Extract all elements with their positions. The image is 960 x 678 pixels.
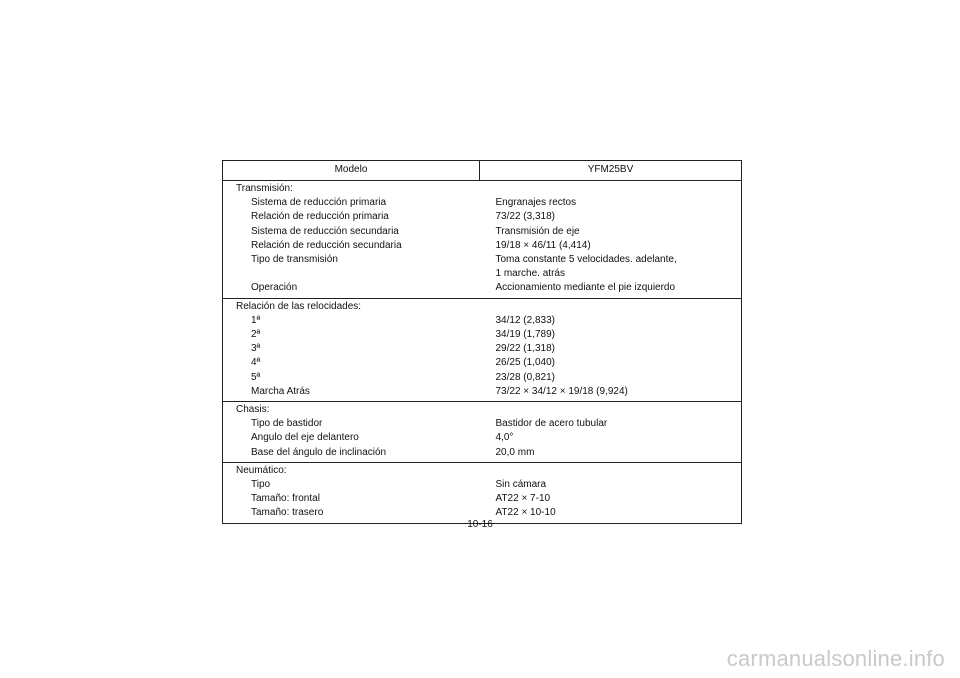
row-value: 20,0 mm (495, 446, 535, 458)
row-label: Relación de reducción primaria (251, 211, 389, 223)
row-value: 73/22 × 34/12 × 19/18 (9,924) (495, 385, 628, 397)
table-row (223, 342, 742, 356)
row-value: AT22 × 7-10 (495, 493, 551, 505)
table-header-row (223, 161, 742, 181)
row-label: Base del ángulo de inclinación (251, 446, 387, 458)
spec-table (222, 160, 742, 524)
table-row (223, 478, 742, 492)
row-label: Angulo del eje delantero (251, 432, 359, 444)
row-value-line2: 1 marche. atrás (495, 268, 565, 280)
row-label: 2ª (251, 329, 261, 341)
row-value: Sin cámara (495, 479, 547, 491)
row-value: Transmisión de eje (495, 225, 580, 237)
row-label: Tipo de bastidor (251, 418, 323, 430)
row-value: AT22 × 10-10 (495, 507, 556, 519)
row-label: Tamaño: frontal (251, 493, 320, 505)
row-value: 23/28 (0,821) (495, 371, 555, 383)
table-row (223, 225, 742, 239)
table-row (223, 492, 742, 506)
row-label: Sistema de reducción primaria (251, 197, 387, 209)
header-model-code: YFM25BV (480, 161, 742, 181)
section-title-neumatico: Neumático: (223, 462, 742, 478)
table-row (223, 314, 742, 328)
section-title-row (223, 402, 742, 418)
row-value: 34/12 (2,833) (495, 314, 555, 326)
row-value: Accionamiento mediante el pie izquierdo (495, 282, 676, 294)
section-title-chasis: Chasis: (223, 402, 742, 418)
row-value (480, 253, 742, 281)
table-row (223, 210, 742, 224)
table-row (223, 385, 742, 402)
row-label: Operación (251, 282, 298, 294)
row-value: 4,0° (495, 432, 514, 444)
section-title-row (223, 462, 742, 478)
row-value: 29/22 (1,318) (495, 343, 555, 355)
row-value-line1: Toma constante 5 velocidades. adelante, (495, 254, 677, 266)
row-label: 3ª (251, 343, 261, 355)
row-label: Tipo de transmisión (251, 254, 338, 266)
row-label: Tamaño: trasero (251, 507, 324, 519)
row-label: 1ª (251, 314, 261, 326)
row-label: Sistema de reducción secundaria (251, 225, 399, 237)
row-value: Engranajes rectos (495, 197, 577, 209)
row-label: Tipo (251, 479, 271, 491)
table-row (223, 431, 742, 445)
row-value: Bastidor de acero tubular (495, 418, 608, 430)
watermark: carmanualsonline.info (726, 646, 945, 671)
table-row (223, 281, 742, 298)
section-title-row (223, 298, 742, 314)
row-label: Marcha Atrás (251, 385, 310, 397)
table-row (223, 356, 742, 370)
table-row (223, 239, 742, 253)
table-row (223, 253, 742, 281)
table-row (223, 328, 742, 342)
table-row (223, 417, 742, 431)
row-value: 19/18 × 46/11 (4,414) (495, 239, 591, 251)
header-model: Modelo (223, 161, 480, 181)
row-label: 4ª (251, 357, 261, 369)
section-title-transmision: Transmisión: (223, 181, 742, 197)
table-row (223, 446, 742, 463)
section-title-row (223, 181, 742, 197)
row-value: 26/25 (1,040) (495, 357, 555, 369)
page-number: 10-16 (467, 519, 493, 530)
row-label: Relación de reducción secundaria (251, 239, 402, 251)
section-title-relaciones: Relación de las relocidades: (223, 298, 742, 314)
table-row (223, 371, 742, 385)
row-value: 34/19 (1,789) (495, 329, 555, 341)
row-value: 73/22 (3,318) (495, 211, 555, 223)
table-row (223, 196, 742, 210)
row-label: 5ª (251, 371, 261, 383)
